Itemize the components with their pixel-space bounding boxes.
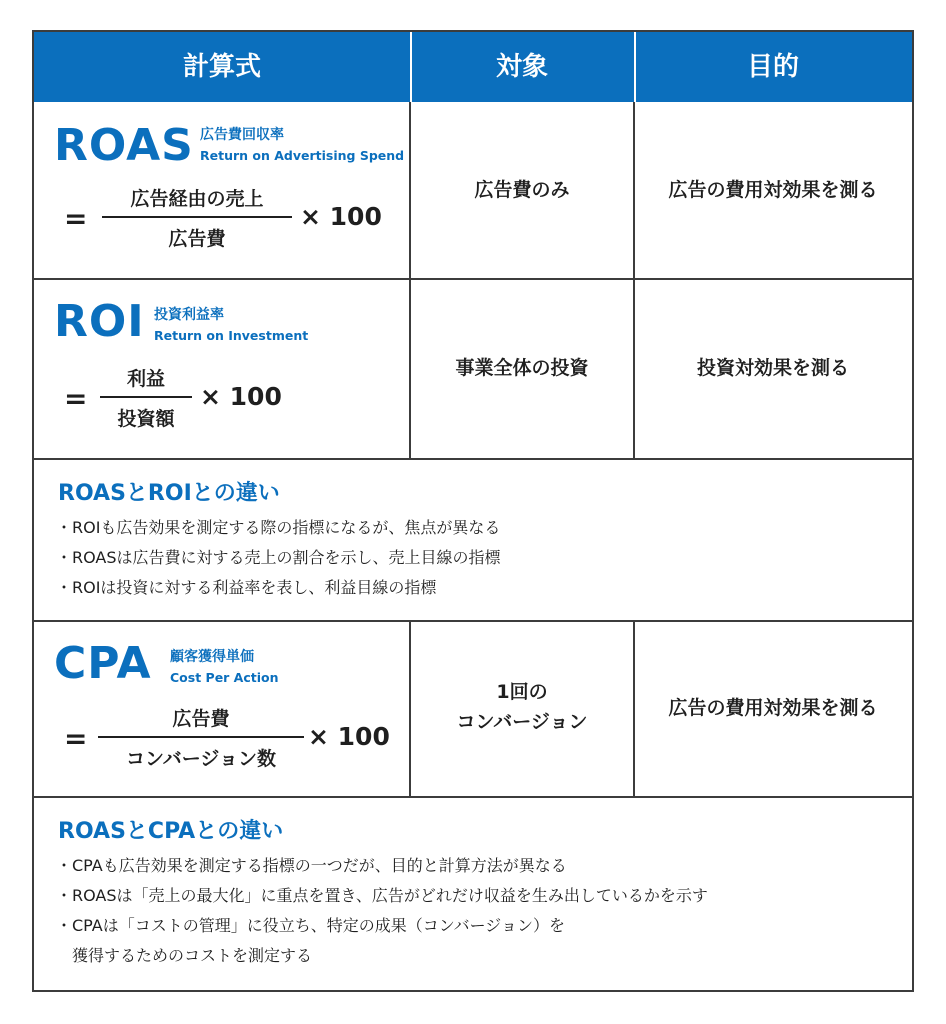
cpa-target-line2: コンバージョン: [456, 711, 588, 733]
roi-multiplier: × 100: [200, 382, 282, 411]
divider: [409, 102, 411, 458]
divider: [34, 796, 912, 798]
roas-japanese-name: 広告費回収率: [200, 127, 284, 143]
roas-equals: =: [64, 202, 88, 235]
header-purpose: 目的: [746, 52, 799, 82]
roi-row: [34, 280, 912, 458]
divider: [34, 458, 912, 460]
roas-roi-difference-title: ROASとROIとの違い: [58, 481, 280, 506]
divider: [34, 620, 912, 622]
header-target: 対象: [410, 32, 636, 102]
cpa-denominator: コンバージョン数: [126, 748, 276, 770]
divider: [633, 102, 635, 458]
roas-roi-difference: [34, 460, 912, 620]
cpa-row: [34, 622, 912, 796]
roas-row: [34, 102, 912, 278]
list-item: 獲得するためのコストを測定する: [72, 946, 313, 965]
roas-multiplier: × 100: [300, 202, 382, 231]
roas-cpa-difference-title: ROASとCPAとの違い: [58, 819, 284, 844]
roas-english-name: Return on Advertising Spend: [200, 148, 405, 163]
roi-denominator: 投資額: [117, 408, 175, 430]
list-item: ・CPAは「コストの管理」に役立ち、特定の成果（コンバージョン）を: [56, 916, 565, 935]
roas-abbr: ROAS: [54, 120, 194, 171]
roas-purpose: 広告の費用対効果を測る: [668, 179, 878, 201]
cpa-target-line1: 1回の: [496, 681, 548, 703]
cpa-numerator: 広告費: [172, 708, 230, 730]
table-header: [34, 32, 912, 102]
list-item: ・ROASは「売上の最大化」に重点を置き、広告がどれだけ収益を生み出しているかを示す: [56, 886, 708, 905]
cpa-purpose: 広告の費用対効果を測る: [668, 697, 878, 719]
roi-english-name: Return on Investment: [154, 328, 309, 343]
list-item: ・ROASは広告費に対する売上の割合を示し、売上目線の指標: [56, 548, 501, 567]
divider: [409, 622, 411, 796]
roi-abbr: ROI: [54, 296, 145, 347]
comparison-table: [32, 30, 914, 992]
roi-numerator: 利益: [126, 368, 165, 390]
cpa-abbr: CPA: [54, 638, 152, 689]
list-item: ・CPAも広告効果を測定する指標の一つだが、目的と計算方法が異なる: [56, 856, 567, 875]
list-item: ・ROIも広告効果を測定する際の指標になるが、焦点が異なる: [56, 518, 501, 537]
roas-numerator: 広告経由の売上: [130, 188, 264, 210]
header-formula: 計算式: [34, 32, 412, 102]
roi-purpose: 投資対効果を測る: [696, 357, 849, 379]
roas-target: 広告費のみ: [474, 179, 570, 201]
table-frame: [32, 30, 914, 992]
roas-cpa-difference: [34, 798, 912, 990]
roas-fraction-line: [102, 216, 292, 218]
list-item: ・ROIは投資に対する利益率を表し、利益目線の指標: [56, 578, 437, 597]
divider: [633, 622, 635, 796]
roi-target: 事業全体の投資: [455, 357, 589, 379]
cpa-japanese-name: 顧客獲得単価: [170, 649, 254, 665]
roi-equals: =: [64, 382, 88, 415]
cpa-english-name: Cost Per Action: [170, 670, 279, 685]
roi-fraction-line: [100, 396, 192, 398]
cpa-fraction-line: [98, 736, 304, 738]
cpa-equals: =: [64, 722, 88, 755]
roas-denominator: 広告費: [168, 228, 226, 250]
roi-japanese-name: 投資利益率: [154, 307, 224, 323]
cpa-multiplier: × 100: [308, 722, 390, 751]
divider: [34, 278, 912, 280]
